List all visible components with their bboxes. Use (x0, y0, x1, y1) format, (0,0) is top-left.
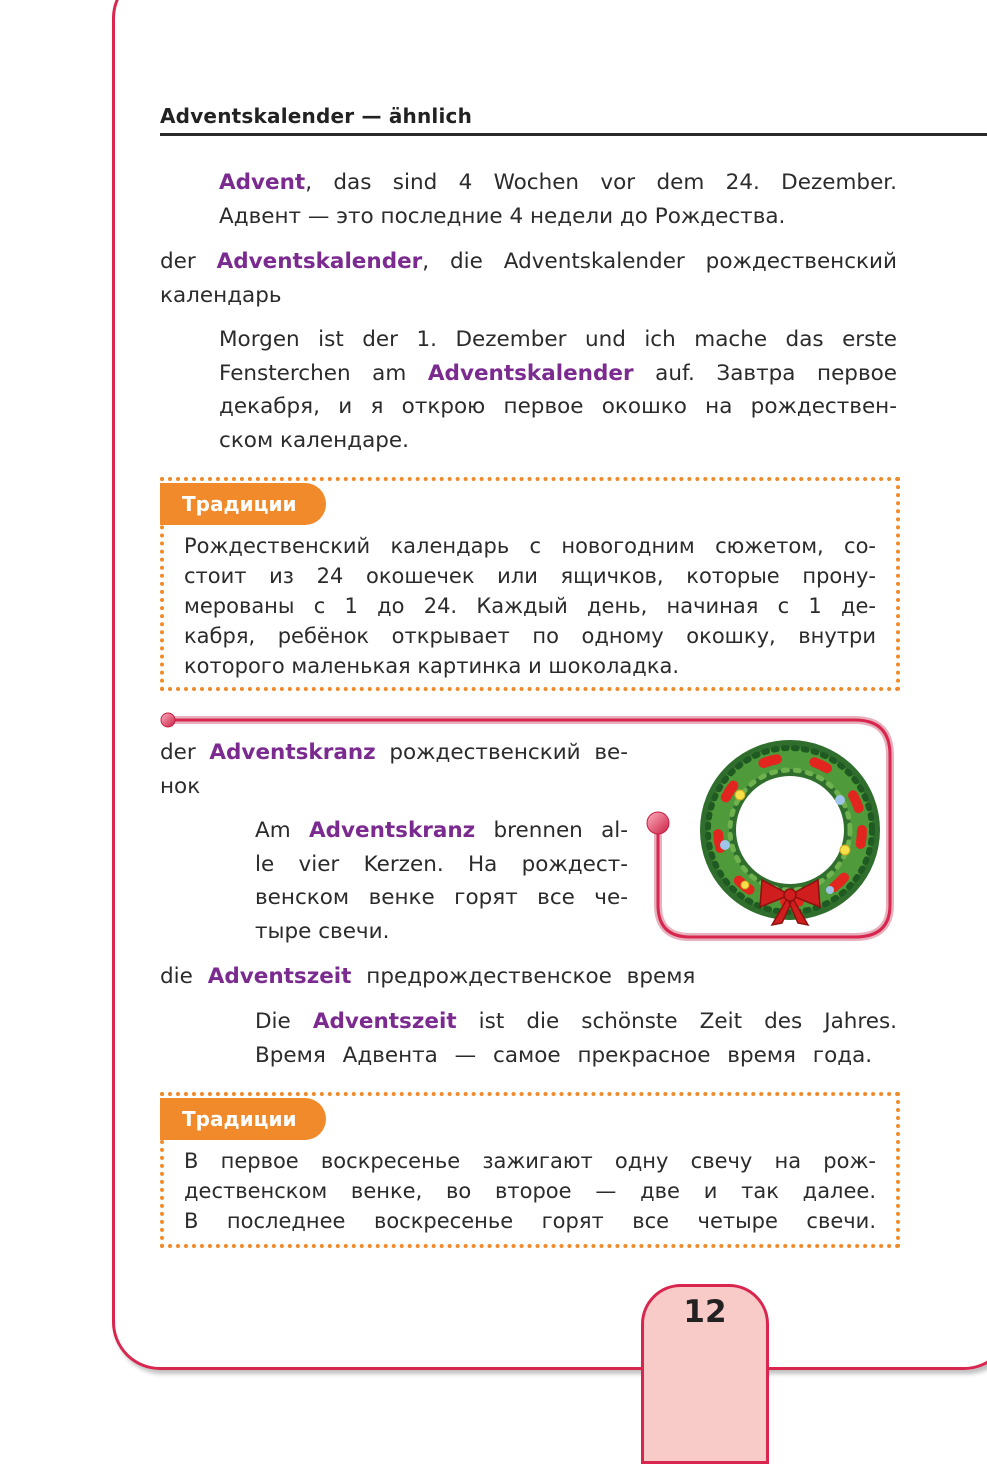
header-rule (160, 133, 987, 136)
traditions-label-2: Традиции (160, 1098, 326, 1140)
adventskranz-example-prefix: Am (255, 818, 309, 843)
page-number: 12 (683, 1294, 727, 1330)
entry-adventskalender-line2: календарь (160, 282, 282, 308)
adventskranz-example-line4: тыре свечи. (255, 918, 390, 944)
term-adventskranz-example: Adventskranz (308, 818, 476, 843)
traditions-2-line: В последнее воскресенье горят все четыре свечи. (184, 1209, 876, 1233)
adventskranz-example-line3: венском венке горят все че- (255, 885, 628, 910)
adventszeit-example-line1-rest: ist die schönste Zeit des Jahres. (456, 1009, 897, 1034)
adventskalender-example-line2-prefix: Fensterchen am (219, 360, 428, 386)
traditions-1-line: которого маленькая картинка и шоколадка. (184, 654, 680, 678)
article: der (160, 249, 217, 274)
page-header: Adventskalender — ähnlich (160, 104, 473, 128)
term-adventskalender-example: Adventskalender (427, 360, 634, 386)
traditions-label-1: Традиции (160, 483, 326, 525)
term-adventskalender: Adventskalender (216, 249, 423, 274)
entry-adventszeit-line1: предрождественское время (351, 964, 696, 989)
entry-adventskalender-line1: , die Adventskalender рождественский (422, 249, 897, 274)
traditions-1-line: мерованы с 1 до 24. Каждый день, начиная с 1 де- (184, 594, 876, 618)
adventskranz-example-line2: le vier Kerzen. На рождест- (255, 851, 628, 877)
traditions-2-line: В первое воскресенье зажигают одну свечу на рож- (184, 1149, 876, 1173)
term-adventszeit-example: Adventszeit (312, 1009, 457, 1034)
entry-adventskranz (160, 736, 628, 803)
entry-adventskranz-line2: нок (160, 773, 201, 799)
article: der (160, 740, 210, 765)
adventskalender-example (219, 323, 897, 457)
traditions-1-line: кабря, ребёнок открывает по одному окошку, внутри (184, 624, 876, 648)
advent-example (219, 166, 897, 233)
wreath-illustration (690, 735, 890, 930)
entry-adventskranz-line1: рождественский ве- (375, 740, 628, 765)
term-adventskranz: Adventskranz (209, 740, 376, 765)
adventszeit-example-prefix: Die (255, 1009, 313, 1034)
adventskranz-example (255, 814, 628, 948)
entry-adventskalender (160, 245, 897, 312)
term-advent: Advent (219, 170, 306, 195)
adventskalender-example-line4: ском календаре. (219, 427, 409, 453)
traditions-box-1 (160, 477, 900, 691)
traditions-1-line: стоит из 24 окошечек или ящичков, которые прону- (184, 564, 876, 588)
term-adventszeit: Adventszeit (207, 964, 352, 989)
entry-adventszeit (160, 960, 897, 994)
adventskalender-example-line1: Morgen ist der 1. Dezember und ich mache das erste (219, 327, 897, 352)
adventskalender-example-line2-rest: auf. Завтра первое (633, 360, 898, 386)
adventskranz-example-line1-rest: brennen al- (475, 818, 628, 843)
advent-example-line2: Адвент — это последние 4 недели до Рождества. (219, 203, 786, 229)
traditions-2-line: дественском венке, во второе — две и так далее. (184, 1179, 876, 1203)
adventskalender-example-line3: декабря, и я открою первое окошко на рождествен- (219, 394, 897, 419)
article: die (160, 964, 208, 989)
traditions-text-1 (184, 531, 876, 681)
adventszeit-example-line2: Время Адвента — самое прекрасное время года. (255, 1042, 873, 1068)
adventszeit-example (255, 1005, 897, 1072)
advent-example-line1: , das sind 4 Wochen vor dem 24. Dezember. (305, 170, 897, 195)
traditions-1-line: Рождественский календарь с новогодним сюжетом, со- (184, 534, 876, 558)
traditions-box-2 (160, 1092, 900, 1248)
traditions-text-2 (184, 1146, 876, 1236)
